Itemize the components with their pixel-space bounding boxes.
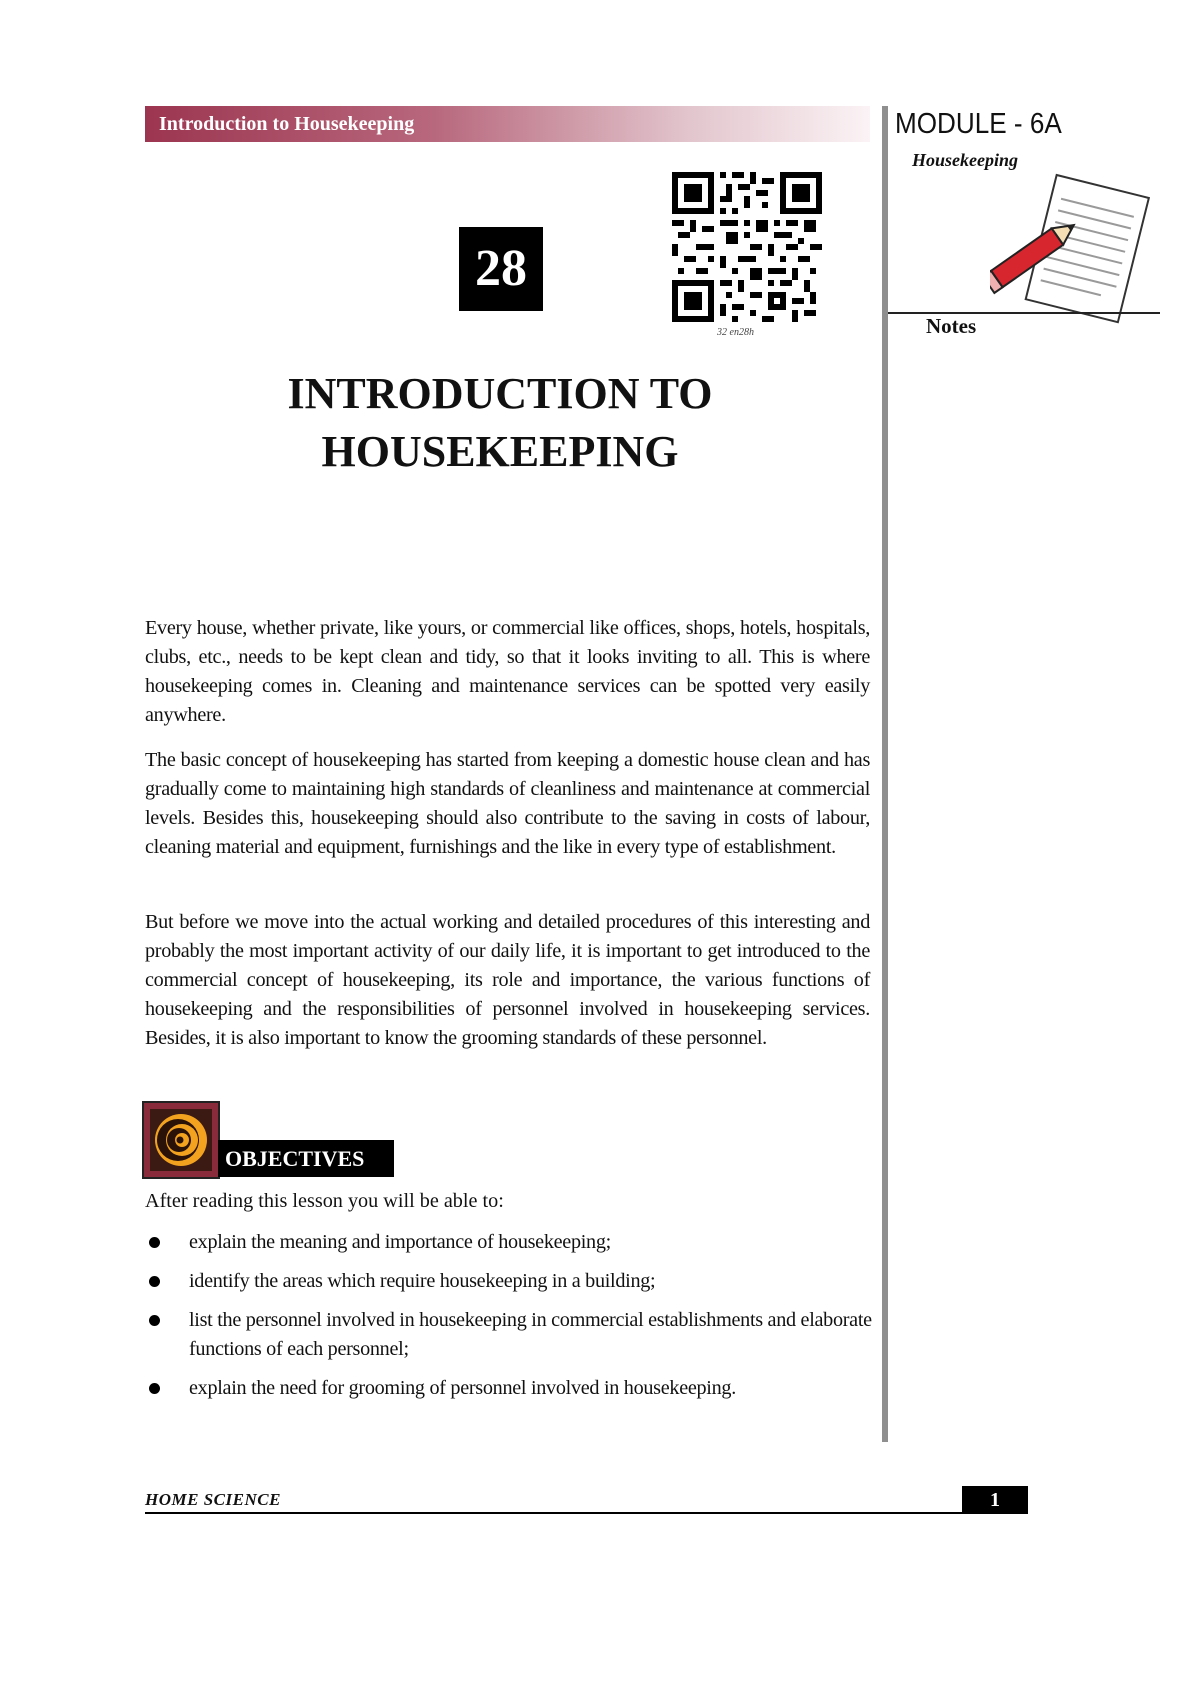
- list-item: [145, 1267, 875, 1296]
- notes-label: Notes: [926, 314, 977, 338]
- list-item: [145, 1306, 875, 1364]
- bullet-icon: [149, 1315, 160, 1326]
- body-paragraph: The basic concept of housekeeping has started from keeping a domestic house clean and has gradually come to maintaining high standards of cleanliness and maintenance at commercial levels. Besides this, housekeeping should also contribute to the saving in costs of labour, cleaning material and equipment, furnishings and the like in every type of establishment.: [145, 749, 870, 858]
- chapter-title-line-2: HOUSEKEEPING: [321, 427, 679, 476]
- objectives-icon: [142, 1101, 220, 1179]
- list-item: [145, 1228, 875, 1257]
- objectives-list: [145, 1228, 875, 1413]
- qr-code: [672, 172, 822, 322]
- running-header: Introduction to Housekeeping: [145, 106, 870, 142]
- footer-subject: HOME SCIENCE: [145, 1490, 281, 1509]
- chapter-title-line-1: INTRODUCTION TO: [287, 369, 713, 418]
- body-paragraph: Every house, whether private, like yours, or commercial like offices, shops, hotels, hospitals, clubs, etc., needs to be kept clean and tidy, so that it looks inviting to all. This is where housekeeping comes in. Cleaning and maintenance services can be spotted very easily anywhere.: [145, 617, 870, 726]
- margin-rule: [882, 106, 888, 1442]
- list-item-text: explain the need for grooming of personnel involved in housekeeping.: [189, 1377, 736, 1399]
- footer-rule: [145, 1512, 1027, 1514]
- objectives-heading: OBJECTIVES: [218, 1140, 394, 1177]
- list-item: [145, 1374, 875, 1403]
- module-subtitle: Housekeeping: [912, 150, 1018, 170]
- qr-caption: 32 en28h: [717, 327, 754, 338]
- bullet-icon: [149, 1276, 160, 1287]
- chapter-number: 28: [459, 227, 543, 311]
- objectives-lead: After reading this lesson you will be able to:: [145, 1190, 504, 1212]
- bullet-icon: [149, 1237, 160, 1248]
- chapter-title: [145, 365, 855, 481]
- body-paragraph: But before we move into the actual working and detailed procedures of this interesting and probably the most important activity of our daily life, it is important to get introduced to the commercial concept of housekeeping, its role and importance, the various functions of housekeeping and the responsibilities of personnel involved in housekeeping services. Besides, it is also important to know the grooming standards of these personnel.: [145, 911, 870, 1049]
- list-item-text: list the personnel involved in housekeeping in commercial establishments and elaborate functions of each personnel;: [189, 1309, 872, 1360]
- bullet-icon: [149, 1383, 160, 1394]
- module-label: MODULE - 6A: [895, 108, 1062, 140]
- list-item-text: explain the meaning and importance of housekeeping;: [189, 1231, 611, 1253]
- page-number: 1: [962, 1486, 1028, 1514]
- list-item-text: identify the areas which require housekeeping in a building;: [189, 1270, 656, 1292]
